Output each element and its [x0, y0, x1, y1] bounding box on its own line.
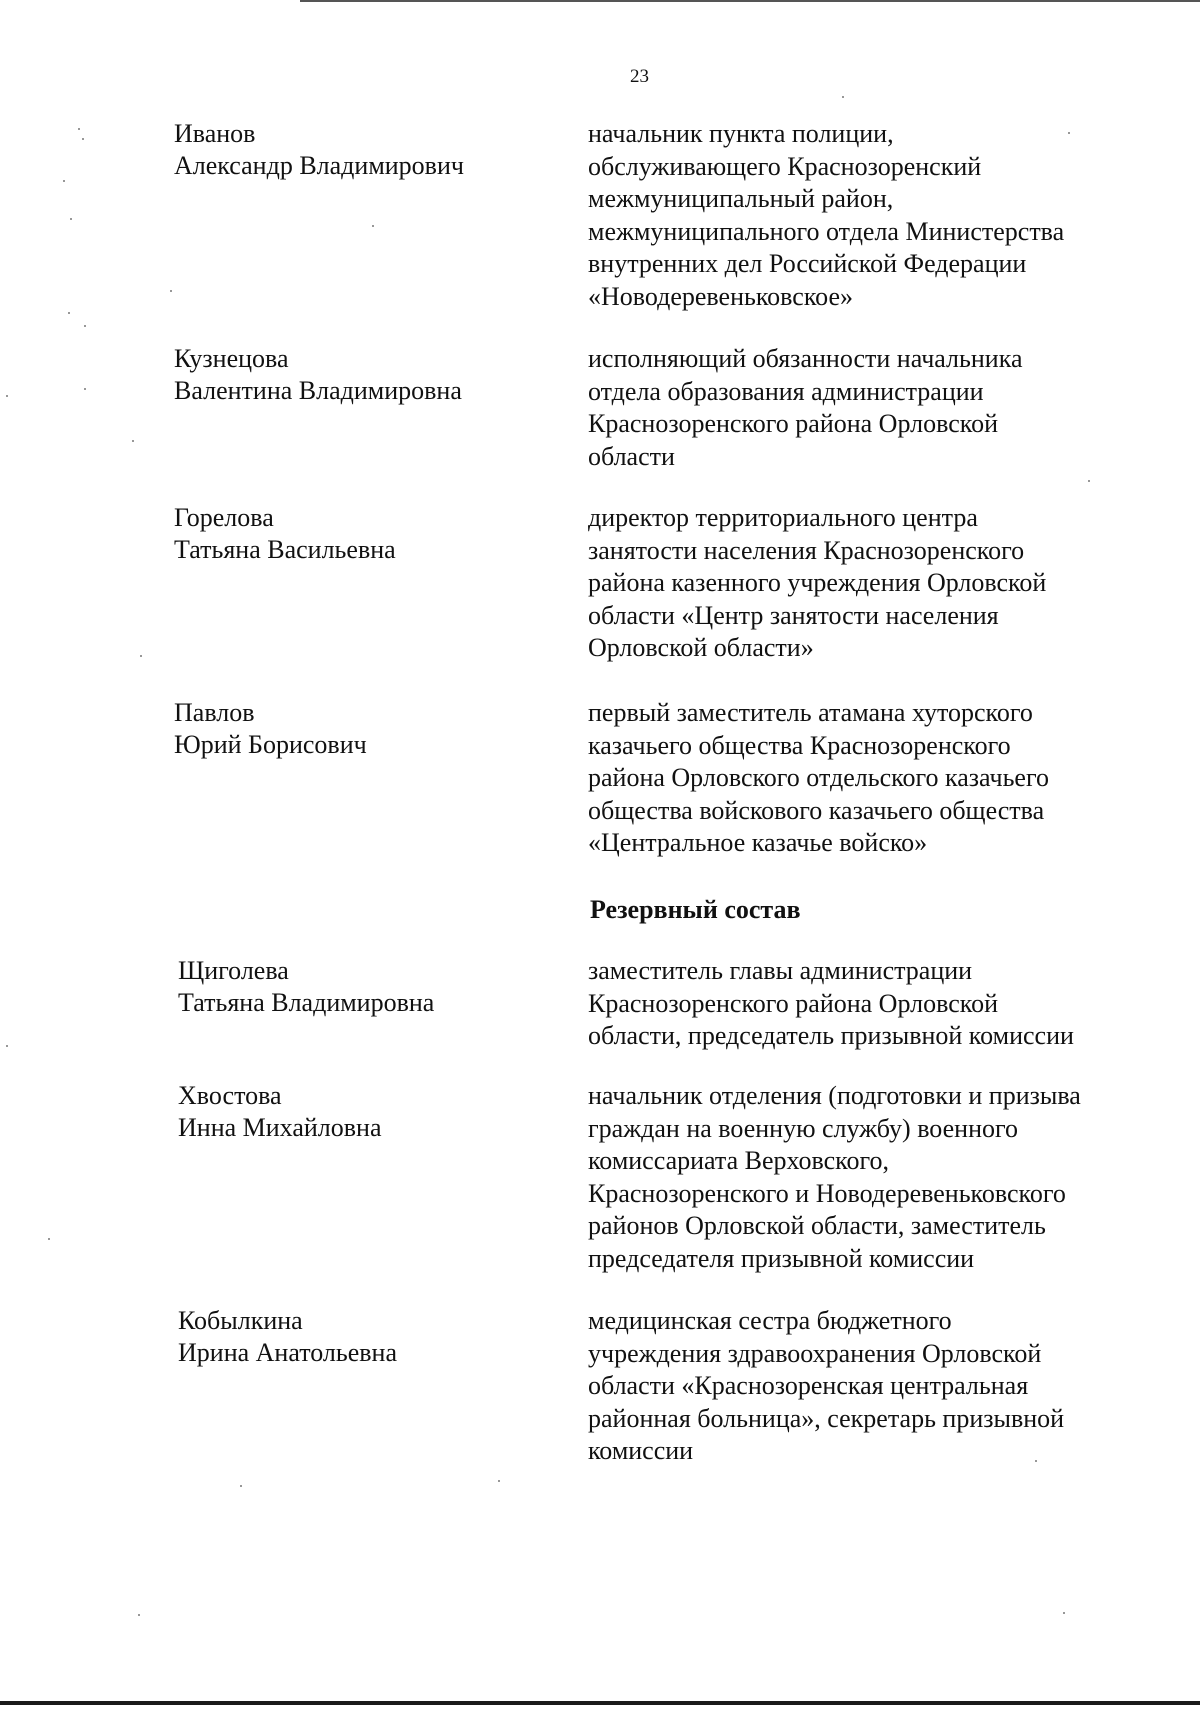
scan-speck	[138, 1614, 140, 1616]
scan-speck	[6, 395, 8, 397]
scan-speck	[240, 1485, 242, 1487]
member-name: Кобылкина Ирина Анатольевна	[178, 1306, 397, 1367]
scan-speck	[63, 180, 65, 182]
member-name: Хвостова Инна Михайловна	[178, 1081, 382, 1142]
scan-speck	[68, 312, 70, 314]
scan-speck	[140, 655, 142, 657]
reserve-section-title: Резервный состав	[590, 895, 801, 924]
scan-speck	[1088, 480, 1090, 482]
scan-speck	[84, 325, 86, 327]
member-position: медицинская сестра бюджетного учреждения здравоохранения Орловской области «Краснозоренская центральная районная больница», секретарь призывной комиссии	[588, 1306, 1065, 1465]
scan-speck	[70, 218, 72, 220]
scan-speck	[170, 290, 172, 292]
scan-speck	[82, 138, 84, 140]
scan-edge-top	[300, 0, 1200, 2]
scan-speck	[842, 96, 844, 98]
member-position: заместитель главы администрации Краснозоренского района Орловской области, председатель призывной комиссии	[588, 956, 1074, 1050]
member-position: первый заместитель атамана хуторского казачьего общества Краснозоренского района Орловского отдельского казачьего общества войскового казачьего общества «Центральное казачье войско»	[588, 698, 1049, 857]
scan-speck	[132, 440, 134, 442]
member-name: Щиголева Татьяна Владимировна	[178, 956, 435, 1017]
member-name: Горелова Татьяна Васильевна	[174, 503, 396, 564]
member-position: начальник пункта полиции, обслуживающего Краснозоренский межмуниципальный район, межмуниципального отдела Министерства внутренних дел Российской Федерации «Новодеревеньковское»	[588, 119, 1065, 311]
page-number: 23	[630, 66, 649, 87]
scan-speck	[84, 388, 86, 390]
member-name: Иванов Александр Владимирович	[174, 119, 464, 180]
scan-speck	[372, 225, 374, 227]
scan-speck	[1068, 132, 1070, 134]
scan-speck	[1035, 1460, 1037, 1462]
scan-speck	[1063, 1612, 1065, 1614]
member-name: Кузнецова Валентина Владимировна	[174, 344, 462, 405]
scan-speck	[48, 1238, 50, 1240]
member-position: начальник отделения (подготовки и призыва граждан на военную службу) военного комиссариата Верховского, Краснозоренского и Новодеревеньковского районов Орловской области, заместитель председателя призывной комиссии	[588, 1081, 1081, 1273]
scan-speck	[78, 128, 80, 130]
member-name: Павлов Юрий Борисович	[174, 698, 367, 759]
scan-speck	[498, 1480, 500, 1482]
scan-edge-bottom	[0, 1701, 1200, 1705]
scan-speck	[6, 1045, 8, 1047]
member-position: директор территориального центра занятости населения Краснозоренского района казенного учреждения Орловской области «Центр занятости населения Орловской области»	[588, 503, 1047, 662]
member-position: исполняющий обязанности начальника отдела образования администрации Краснозоренского района Орловской области	[588, 344, 1023, 471]
